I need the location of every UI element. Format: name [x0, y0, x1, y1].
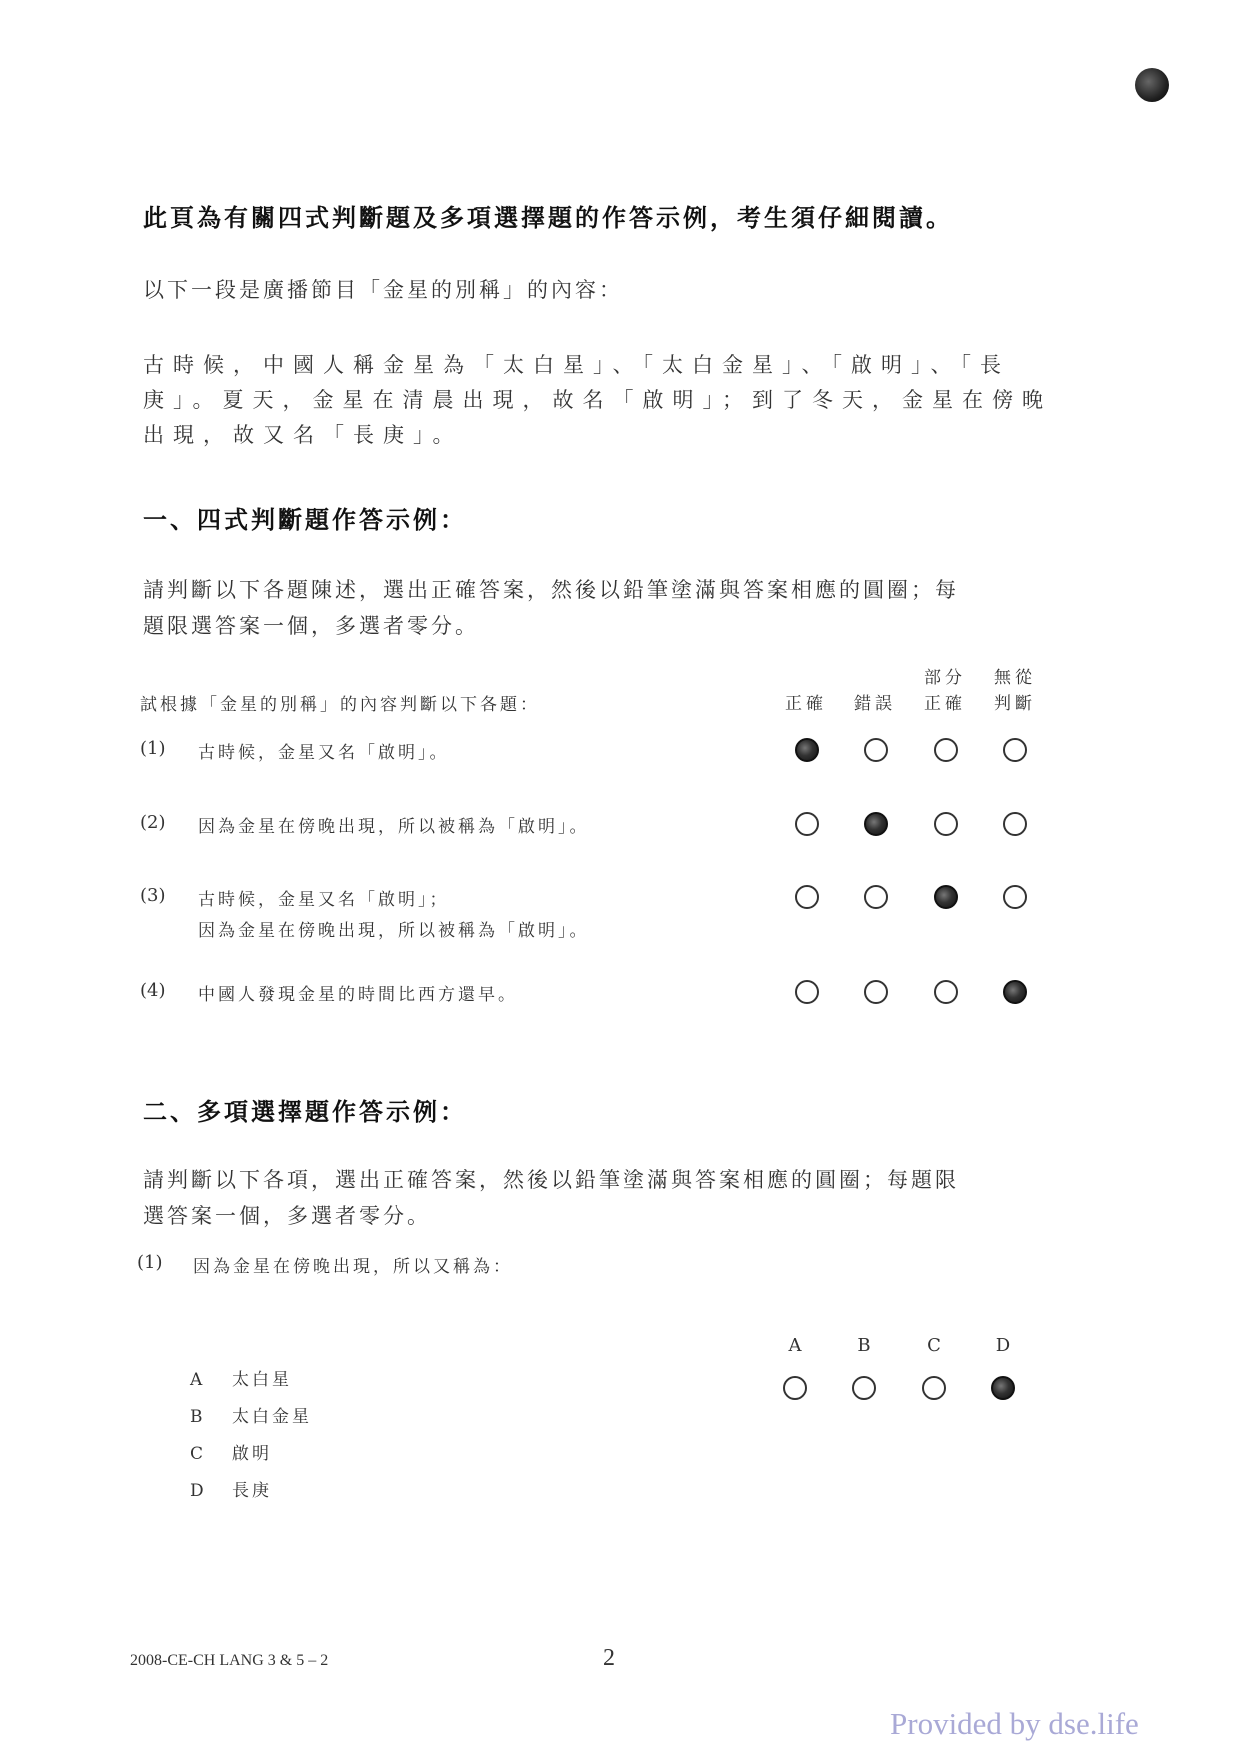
item-number: (2) — [140, 812, 166, 833]
option-letter-b: B — [857, 1335, 871, 1356]
option-item: D 長庚 — [190, 1481, 272, 1501]
answer-bubble[interactable] — [864, 738, 888, 762]
instruction-line: 請判斷以下各項，選出正確答案，然後以鉛筆塗滿與答案相應的圓圈；每題限 — [143, 1168, 959, 1192]
item-statement: 因為金星在傍晚出現，所以被稱為「啟明」。 — [198, 817, 590, 837]
answer-bubble[interactable] — [1003, 812, 1027, 836]
answer-bubble[interactable] — [795, 812, 819, 836]
page-number: 2 — [603, 1645, 615, 1671]
section1-instructions — [143, 572, 1063, 644]
option-letter-a: A — [788, 1335, 802, 1356]
answer-bubble[interactable] — [934, 885, 958, 909]
item-statement: 古時候，金星又名「啟明」； 因為金星在傍晚出現，所以被稱為「啟明」。 — [198, 890, 590, 941]
question-text: 因為金星在傍晚出現，所以又稱為： — [193, 1257, 513, 1277]
answer-bubble[interactable] — [1003, 980, 1027, 1004]
item-number: (1) — [140, 738, 166, 759]
passage — [143, 348, 1052, 453]
answer-bubble[interactable] — [934, 980, 958, 1004]
passage-line: 庚」。夏天，金星在清晨出現，故名「啟明」；到了冬天，金星在傍晚 — [143, 388, 1052, 412]
option-item: A 太白星 — [190, 1370, 292, 1390]
answer-bubble[interactable] — [864, 980, 888, 1004]
item-number: (4) — [140, 980, 166, 1001]
answer-bubble[interactable] — [1003, 738, 1027, 762]
column-header-partly-correct: 部分 正確 — [924, 668, 966, 714]
answer-bubble[interactable] — [991, 1376, 1015, 1400]
answer-bubble[interactable] — [934, 812, 958, 836]
passage-intro: 以下一段是廣播節目「金星的別稱」的內容： — [143, 278, 623, 302]
option-letter-d: D — [995, 1335, 1011, 1356]
passage-line: 出現，故又名「長庚」。 — [143, 423, 463, 447]
answer-bubble[interactable] — [795, 980, 819, 1004]
answer-bubble[interactable] — [795, 885, 819, 909]
item-number: (3) — [140, 885, 166, 906]
question-prompt: 試根據「金星的別稱」的內容判斷以下各題： — [140, 695, 540, 715]
answer-bubble[interactable] — [864, 812, 888, 836]
answer-bubble[interactable] — [852, 1376, 876, 1400]
answer-bubble[interactable] — [934, 738, 958, 762]
section1-title: 一、四式判斷題作答示例： — [143, 506, 467, 534]
footer-code: 2008-CE-CH LANG 3 & 5 – 2 — [130, 1652, 329, 1669]
item-statement: 古時候，金星又名「啟明」。 — [198, 743, 450, 763]
section2-title: 二、多項選擇題作答示例： — [143, 1098, 467, 1126]
options-list — [190, 1362, 312, 1510]
answer-bubble[interactable] — [1003, 885, 1027, 909]
item-statement: 中國人發現金星的時間比西方還早。 — [198, 985, 518, 1005]
column-header-wrong: 錯誤 — [854, 694, 896, 714]
answer-bubble[interactable] — [795, 738, 819, 762]
answer-bubble[interactable] — [783, 1376, 807, 1400]
instructions-title: 此頁為有關四式判斷題及多項選擇題的作答示例，考生須仔細閱讀。 — [143, 204, 953, 232]
option-letter-c: C — [927, 1335, 941, 1356]
column-header-cannot-judge: 無從 判斷 — [994, 668, 1036, 714]
instruction-line: 請判斷以下各題陳述，選出正確答案，然後以鉛筆塗滿與答案相應的圓圈；每 — [143, 578, 959, 602]
instruction-line: 選答案一個，多選者零分。 — [143, 1204, 431, 1228]
scan-mark — [1135, 68, 1169, 102]
instruction-line: 題限選答案一個，多選者零分。 — [143, 614, 479, 638]
column-header-correct: 正確 — [785, 694, 827, 714]
option-item: B 太白金星 — [190, 1407, 312, 1427]
watermark: Provided by dse.life — [890, 1706, 1139, 1741]
section2-instructions — [143, 1162, 1063, 1234]
option-item: C 啟明 — [190, 1444, 272, 1464]
question-number: (1) — [137, 1252, 163, 1273]
passage-line: 古時候，中國人稱金星為「太白星」、「太白金星」、「啟明」、「長 — [143, 353, 1010, 377]
answer-bubble[interactable] — [864, 885, 888, 909]
answer-bubble[interactable] — [922, 1376, 946, 1400]
